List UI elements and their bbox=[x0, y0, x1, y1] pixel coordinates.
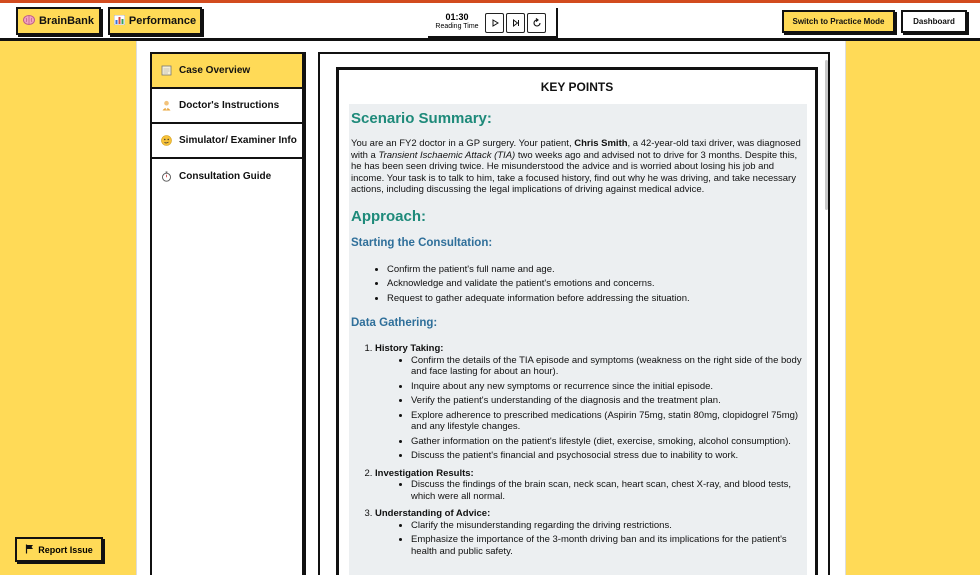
scrollbar[interactable] bbox=[825, 60, 828, 210]
skip-forward-icon bbox=[512, 19, 520, 27]
flag-icon bbox=[25, 544, 34, 556]
timer-label: Reading Time bbox=[435, 23, 479, 30]
starting-consultation-list bbox=[387, 264, 805, 305]
brainbank-button[interactable] bbox=[16, 7, 101, 35]
performance-button[interactable] bbox=[108, 7, 202, 35]
reset-button[interactable] bbox=[527, 13, 546, 33]
play-icon bbox=[491, 19, 499, 27]
list-item: • Acknowledge and validate the patient's emotions and concerns. bbox=[387, 278, 805, 290]
key-points-card bbox=[336, 67, 818, 575]
list-item: • Verify the patient's understanding of the diagnosis and the treatment plan. bbox=[411, 395, 805, 407]
sidebar-item-consultation-guide[interactable] bbox=[152, 159, 302, 194]
starting-consultation-heading: Starting the Consultation: bbox=[351, 236, 493, 249]
sidebar-item-simulator-examiner-info[interactable] bbox=[152, 124, 302, 159]
section-title: Investigation Results: bbox=[375, 467, 474, 479]
doctor-icon bbox=[160, 100, 172, 112]
scenario-summary-heading: Scenario Summary: bbox=[351, 110, 492, 127]
performance-label: Performance bbox=[128, 15, 197, 27]
skip-button[interactable] bbox=[506, 13, 525, 33]
section-history-taking bbox=[375, 343, 805, 462]
timer-value: 01:30 bbox=[445, 12, 469, 22]
main-area bbox=[0, 41, 980, 575]
sidebar-item-label: Case Overview bbox=[179, 65, 251, 76]
list-item: • Discuss the patient's financial and psychosocial stress due to inability to work. bbox=[411, 450, 805, 462]
sidebar-item-label: Simulator/ Examiner Info bbox=[179, 135, 297, 146]
key-points-panel bbox=[318, 52, 830, 575]
case-sidebar bbox=[150, 52, 304, 575]
reset-icon bbox=[532, 18, 542, 28]
data-gathering-heading: Data Gathering: bbox=[351, 317, 438, 329]
list-item: • Request to gather adequate information before addressing the situation. bbox=[387, 293, 805, 305]
key-points-content bbox=[349, 104, 807, 575]
switch-label: Switch to Practice Mode bbox=[792, 17, 885, 26]
key-points-title: KEY POINTS bbox=[540, 80, 614, 94]
section-title: Understanding of Advice: bbox=[375, 508, 491, 519]
notepad-icon bbox=[160, 65, 172, 77]
reading-timer bbox=[428, 8, 558, 38]
brain-icon bbox=[23, 15, 35, 28]
data-gathering-list bbox=[375, 343, 805, 557]
diagnosis: Transient Ischaemic Attack (TIA) bbox=[378, 149, 516, 161]
face-icon bbox=[160, 135, 172, 147]
list-item: • Discuss the findings of the brain scan, neck scan, heart scan, chest X-ray, and blood tests, which were all normal. bbox=[411, 479, 805, 502]
section-title: History Taking: bbox=[375, 343, 444, 354]
list-item: • Inquire about any new symptoms or recurrence since the initial episode. bbox=[411, 381, 805, 393]
list-item: • Clarify the misunderstanding regarding the driving restrictions. bbox=[411, 520, 805, 532]
list-item: • Confirm the details of the TIA episode and symptoms (weakness on the right side of the body and face lasting for about an hour). bbox=[411, 355, 805, 378]
list-item: • Explore adherence to prescribed medications (Aspirin 75mg, statin 80mg, clopidogrel 75mg) and any lifestyle changes. bbox=[411, 410, 805, 433]
section-investigation-results bbox=[375, 468, 805, 503]
approach-heading: Approach: bbox=[351, 207, 426, 225]
sidebar-item-label: Doctor's Instructions bbox=[179, 100, 280, 111]
dashboard-button[interactable] bbox=[901, 10, 967, 33]
dashboard-label: Dashboard bbox=[913, 17, 955, 26]
report-issue-button[interactable] bbox=[15, 537, 103, 562]
play-button[interactable] bbox=[485, 13, 504, 33]
scenario-summary-text: You are an FY2 doctor in a GP surgery. Your patient, Chris Smith, a 42-year-old taxi driver, was diagnosed with a Transient Ischaemic Attack (TIA) two weeks ago and advised not to drive for 3 months. Despite this, he has been seen driving twice. He misunderstood the advice and is worried about losing his job and income. Your task is to talk to him, take a focused history, find out why he was driving, and take necessary actions, including discussing the legal implications of driving against medical advice. bbox=[351, 138, 801, 195]
stopwatch-icon bbox=[160, 171, 172, 183]
report-issue-label: Report Issue bbox=[38, 544, 93, 555]
switch-practice-mode-button[interactable] bbox=[782, 10, 895, 33]
brainbank-label: BrainBank bbox=[38, 15, 95, 27]
list-item: • Emphasize the importance of the 3-month driving ban and its implications for the patient's health and public safety. bbox=[411, 534, 805, 557]
sidebar-item-label: Consultation Guide bbox=[179, 171, 272, 182]
sidebar-item-case-overview[interactable] bbox=[152, 54, 302, 89]
patient-name: Chris Smith bbox=[574, 138, 628, 149]
bar-chart-icon bbox=[114, 15, 125, 28]
list-item: • Confirm the patient's full name and age. bbox=[387, 264, 805, 276]
sidebar-item-doctors-instructions[interactable] bbox=[152, 89, 302, 124]
section-understanding-advice bbox=[375, 508, 805, 557]
header-bar bbox=[0, 3, 980, 40]
list-item: • Gather information on the patient's lifestyle (diet, exercise, smoking, alcohol consumption). bbox=[411, 436, 805, 448]
